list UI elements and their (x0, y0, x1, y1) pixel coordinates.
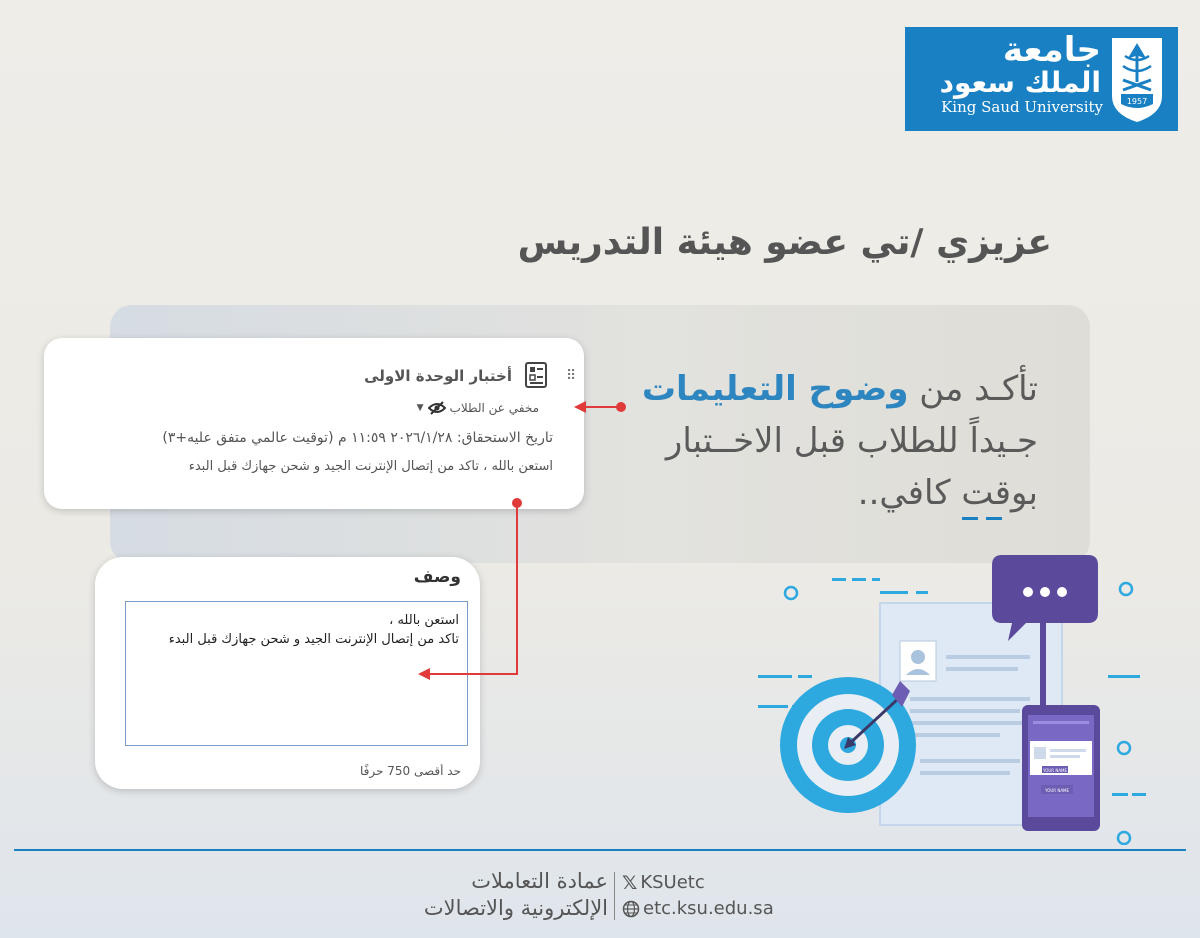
target-illustration (740, 545, 1160, 845)
visibility-label: مخفي عن الطلاب (449, 401, 539, 415)
logo-arabic-line1: جامعة (1002, 30, 1101, 70)
phone-button1-label: YOUR NAME (1042, 768, 1068, 773)
logo-english-name: King Saud University (941, 98, 1103, 116)
globe-icon (622, 900, 640, 918)
arrow-line-2 (428, 503, 517, 674)
deanship-name (400, 868, 608, 922)
footer-divider (14, 849, 1186, 851)
description-label: وصف (413, 567, 461, 587)
x-logo-icon: 𝕏 (622, 872, 638, 894)
page-heading: عزيزي /تي عضو هيئة التدريس (517, 222, 1052, 263)
textarea-line1: استعن بالله ، (389, 613, 459, 628)
footer-separator (614, 872, 615, 920)
phone-button2-label: YOUR NAME (1044, 788, 1070, 793)
website-url: etc.ksu.edu.sa (643, 898, 774, 919)
logo-arabic-line2: الملك سعود (939, 66, 1101, 99)
quiz-title[interactable]: أختبار الوحدة الاولى (364, 367, 512, 385)
textarea-line2: تاكد من إتصال الإنترنت الجيد و شحن جهازك قبل البدء (168, 632, 459, 647)
due-date: تاريخ الاستحقاق: ٢٠٢٦/١/٢٨ ١١:٥٩ م (توقيت عالمي متفق عليه+٣) (162, 430, 553, 446)
message-part2: جـيداً للطلاب قبل الاخــتبار بوقت كافي.. (665, 421, 1038, 513)
message-part1: تأكـد من (908, 369, 1038, 409)
arrow-head-1 (574, 401, 586, 413)
deanship-line1: عمادة التعاملات (471, 869, 608, 893)
deanship-line2: الإلكترونية والاتصالات (423, 896, 608, 920)
footer-contacts (622, 870, 774, 922)
social-handle: KSUetc (640, 872, 705, 893)
website-row[interactable] (622, 896, 774, 922)
character-limit: حد أقصى 750 حرفًا (360, 764, 461, 778)
social-row[interactable] (622, 870, 774, 896)
arrow-head-2 (418, 668, 430, 680)
drag-handle-icon[interactable]: ⠿ (566, 368, 575, 384)
quiz-description: استعن بالله ، تاكد من إتصال الإنترنت الجيد و شحن جهازك قبل البدء (188, 459, 553, 474)
arrow-dot-1 (616, 402, 626, 412)
logo-year: 1957 (1126, 97, 1148, 106)
message-highlight: وضوح التعليمات (641, 369, 909, 409)
chevron-down-icon: ▼ (416, 403, 424, 413)
